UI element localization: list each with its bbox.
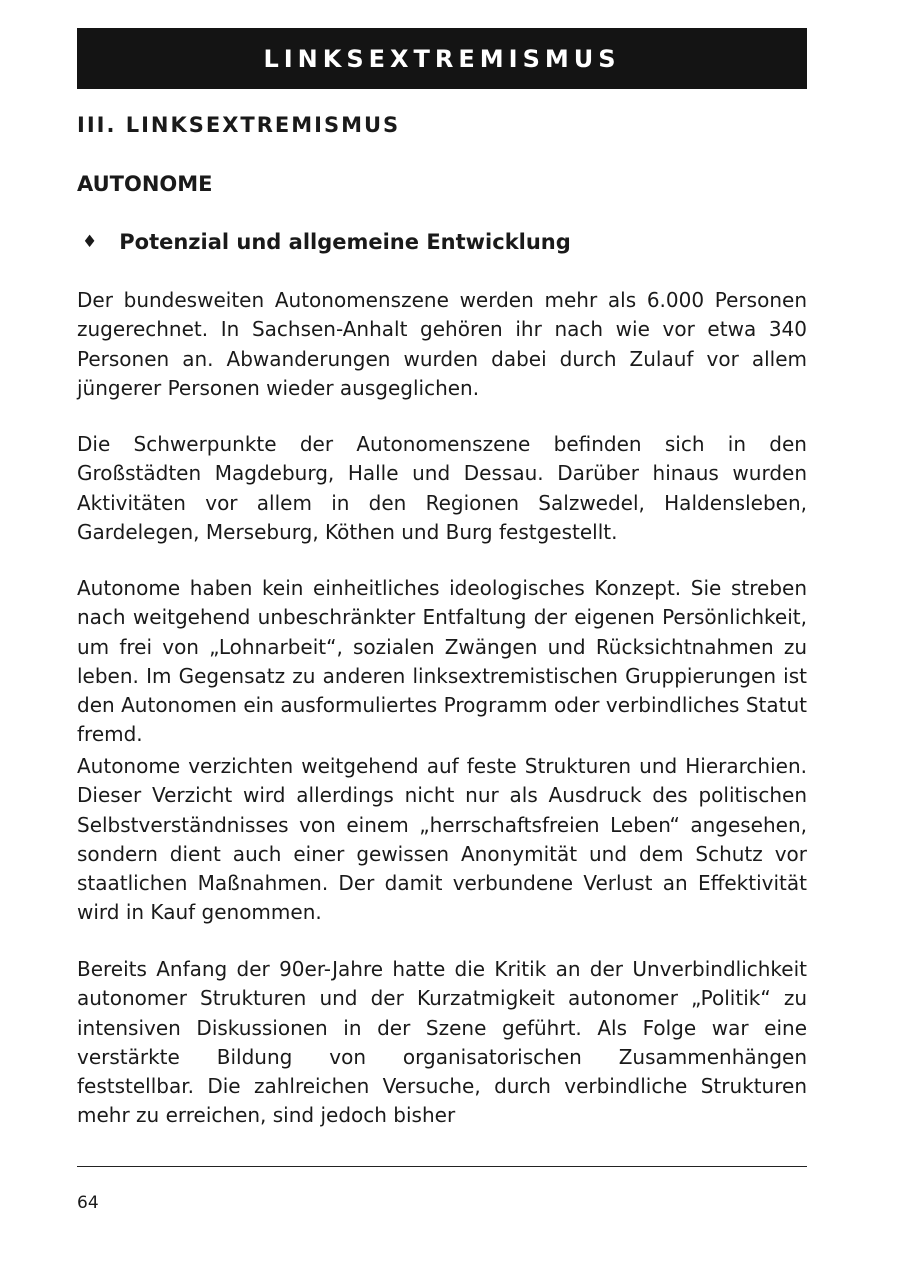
body-paragraph: Die Schwerpunkte der Autonomenszene befinden sich in den Großstädten Magdeburg, Halle und Dessau. Darüber hinaus wurden Aktivitäten vor allem in den Regionen Salzwedel, Haldensleben, Gardelegen, Merseburg, Köthen und Burg festgestellt.	[77, 432, 807, 544]
topic-heading-text: Potenzial und allgemeine Entwicklung	[119, 230, 571, 254]
diamond-bullet-icon: ♦	[82, 232, 98, 252]
running-header-title: LINKSEXTREMISMUS	[263, 44, 621, 73]
body-paragraph: Autonome haben kein einheitliches ideologisches Konzept. Sie streben nach weitgehend unbeschränkter Entfaltung der eigenen Persönlichkeit, um frei von „Lohnarbeit“, sozialen Zwängen und Rücksichtnahmen zu leben. Im Gegensatz zu anderen linksextremistischen Gruppierungen ist den Autonomen ein ausformuliertes Programm oder verbindliches Statut fremd.	[77, 576, 807, 747]
body-paragraph: Der bundesweiten Autonomenszene werden mehr als 6.000 Personen zugerechnet. In Sachsen-Anhalt gehören ihr nach wie vor etwa 340 Personen an. Abwanderungen wurden dabei durch Zulauf vor allem jüngerer Personen wieder ausgeglichen.	[77, 288, 807, 400]
running-header-bar	[77, 28, 807, 89]
footer-divider	[77, 1166, 807, 1167]
topic-heading	[82, 230, 571, 254]
body-paragraph: Autonome verzichten weitgehend auf feste Strukturen und Hierarchien. Dieser Verzicht wird allerdings nicht nur als Ausdruck des politischen Selbstverständnisses von einem „herrschaftsfreien Leben“ angesehen, sondern dient auch einer gewissen Anonymität und dem Schutz vor staatlichen Maßnahmen. Der damit verbundene Verlust an Effektivität wird in Kauf genommen.	[77, 754, 807, 925]
subsection-title: AUTONOME	[77, 172, 213, 196]
section-title: III. LINKSEXTREMISMUS	[77, 113, 401, 137]
body-paragraph: Bereits Anfang der 90er-Jahre hatte die Kritik an der Unverbindlichkeit autonomer Strukturen und der Kurzatmigkeit autonomer „Politik“ zu intensiven Diskussionen in der Szene geführt. Als Folge war eine verstärkte Bildung von organisatorischen Zusammenhängen feststellbar. Die zahlreichen Versuche, durch verbindliche Strukturen mehr zu erreichen, sind jedoch bisher	[77, 957, 807, 1128]
page-number: 64	[77, 1193, 99, 1213]
